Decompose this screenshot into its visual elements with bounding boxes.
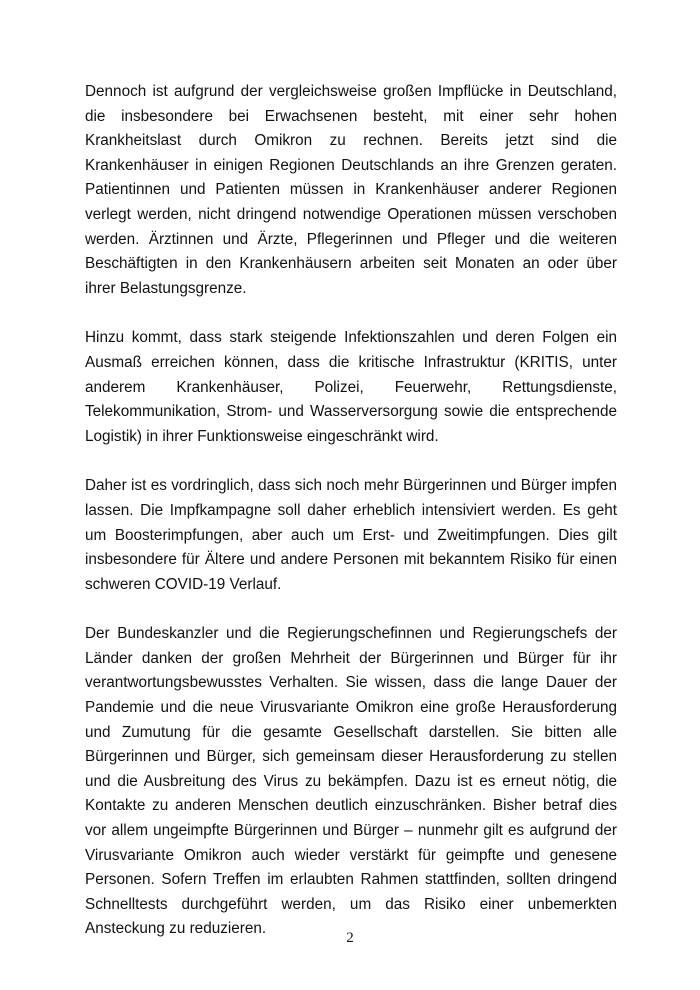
paragraph-critical-infrastructure: Hinzu kommt, dass stark steigende Infektionszahlen und deren Folgen ein Ausmaß erreichen können, dass die kritische Infrastruktur (KRITIS, unter anderem Krankenhäuser, Polizei, Feuerwehr, Rettungsdienste, Telekommunikation, Strom- und Wasserversorgung sowie die entsprechende Logistik) in ihrer Funktionsweise eingeschränkt wird. (85, 329, 617, 445)
paragraph-contact-restrictions: Der Bundeskanzler und die Regierungschefinnen und Regierungschefs der Länder danken der großen Mehrheit der Bürgerinnen und Bürger für ihr verantwortungsbewusstes Verhalten. Sie wissen, dass die lange Dauer der Pandemie und die neue Virusvariante Omikron eine große Herausforderung und Zumutung für die gesamte Gesellschaft darstellen. Sie bitten alle Bürgerinnen und Bürger, sich gemeinsam dieser Herausforderung zu stellen und die Ausbreitung des Virus zu bekämpfen. Dazu ist es erneut nötig, die Kontakte zu anderen Menschen deutlich einzuschränken. Bisher betraf dies vor allem ungeimpfte Bürgerinnen und Bürger – nunmehr gilt es aufgrund der Virusvariante Omikron auch wieder verstärkt für geimpfte und genesene Personen. Sofern Treffen im erlaubten Rahmen stattfinden, sollten dringend Schnelltests durchgeführt werden, um das Risiko einer unbemerkten Ansteckung zu reduzieren. (85, 625, 617, 938)
paragraph-vaccination-campaign: Daher ist es vordringlich, dass sich noch mehr Bürgerinnen und Bürger impfen lassen. Die Impfkampagne soll daher erheblich intensiviert werden. Es geht um Boosterimpfungen, aber auch um Erst- und Zweitimpfungen. Dies gilt insbesondere für Ältere und andere Personen mit bekanntem Risiko für einen schweren COVID-19 Verlauf. (85, 477, 617, 593)
document-body (85, 80, 617, 967)
paragraph-hospital-burden: Dennoch ist aufgrund der vergleichsweise großen Impflücke in Deutschland, die insbesondere bei Erwachsenen besteht, mit einer sehr hohen Krankheitslast durch Omikron zu rechnen. Bereits jetzt sind die Krankenhäuser in einigen Regionen Deutschlands an ihre Grenzen geraten. Patientinnen und Patienten müssen in Krankenhäuser anderer Regionen verlegt werden, nicht dringend notwendige Operationen müssen verschoben werden. Ärztinnen und Ärzte, Pflegerinnen und Pfleger und die weiteren Beschäftigten in den Krankenhäusern arbeiten seit Monaten an oder über ihrer Belastungsgrenze. (85, 83, 617, 297)
page-number: 2 (346, 930, 354, 946)
